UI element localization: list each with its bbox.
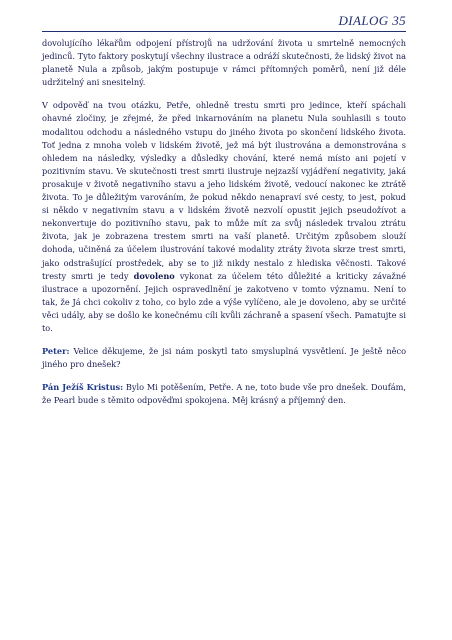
dialog-text: Bylo Mi potěšením, Petře. A ne, toto bude vše pro dnešek. Doufám, že Pearl bude s těmito odpověďmi spokojena. Měj krásný a příjemný den. xyxy=(42,382,406,406)
running-header: DIALOG 35 xyxy=(338,13,406,28)
page-body xyxy=(42,37,406,417)
speaker-name: Peter: xyxy=(42,346,70,357)
paragraph-death-penalty xyxy=(42,99,406,335)
dialog-text: Velice děkujeme, že jsi nám poskytl tato smysluplná vysvětlení. Je ještě něco jiného pro dnešek? xyxy=(42,346,406,370)
header-rule xyxy=(42,31,406,32)
emphasized-word: dovoleno xyxy=(133,270,175,281)
speaker-name: Pán Ježíš Kristus: xyxy=(42,382,124,393)
dialog-peter xyxy=(42,345,406,371)
paragraph-continuation: dovolujícího lékařům odpojení přístrojů na udržování života u smrtelně nemocných jedinců. Tyto faktory poskytují všechny ilustrace a odráží skutečnosti, že lidský život na planetě Nula a způsob, jakým postupuje v rámci přítomných poměrů, není již déle udržitelný ani snesitelný. xyxy=(42,38,406,88)
paragraph-text: vykonat za účelem této důležité a kriticky závažné ilustrace a upozornění. Jejich ospravedlnění je zakotveno v tomto významu. Není to tak, že Já chci cokoliv z toho, co bylo zde a výše vylíčeno, ale je dovoleno, aby se určité věci udály, aby se došlo ke konečnému cíli kvůli záchraně a spasení všech. Pamatujte si to. xyxy=(42,270,406,333)
paragraph-text: V odpověď na tvou otázku, Petře, ohledně trestu smrti pro jedince, kteří spáchali ohavné zločiny, je zřejmé, že před inkarnováním na planetu Nula souhlasili s touto modalitou odchodu a následného vstupu do jiného života po skončení lidského života. Toť jedna z mnoha voleb v lidském životě, jež má být ilustrována a demonstrována s ohledem na následky, výsledky a důsledky chování, které nemá místo ani pojetí v pozitivním stavu. Ve skutečnosti trest smrti ilustruje nejzazší vyjádření negativity, jaká prosakuje v životě negativního stavu a jeho lidském životě, vedoucí nakonec ke ztrátě života. To je důležitým varováním, že pokud někdo nenapraví své cesty, to jest, pokud si někdo v negativním stavu a v lidském životě nezvolí opustit jejich pseudožívot a nekonvertuje do pozitivního stavu, pak to může mít za svůj následek trvalou ztrátu života, jak je zobrazena trestem smrti na vaší planetě. Určitým způsobem slouží dohoda, učiněná za účelem ilustrování takové modality ztráty života skrze trest smrti, jako odstrašující prostředek, aby se to již nikdy nestalo z hlediska věčnosti. Takové tresty smrti je tedy xyxy=(42,100,406,281)
dialog-jesus xyxy=(42,381,406,407)
